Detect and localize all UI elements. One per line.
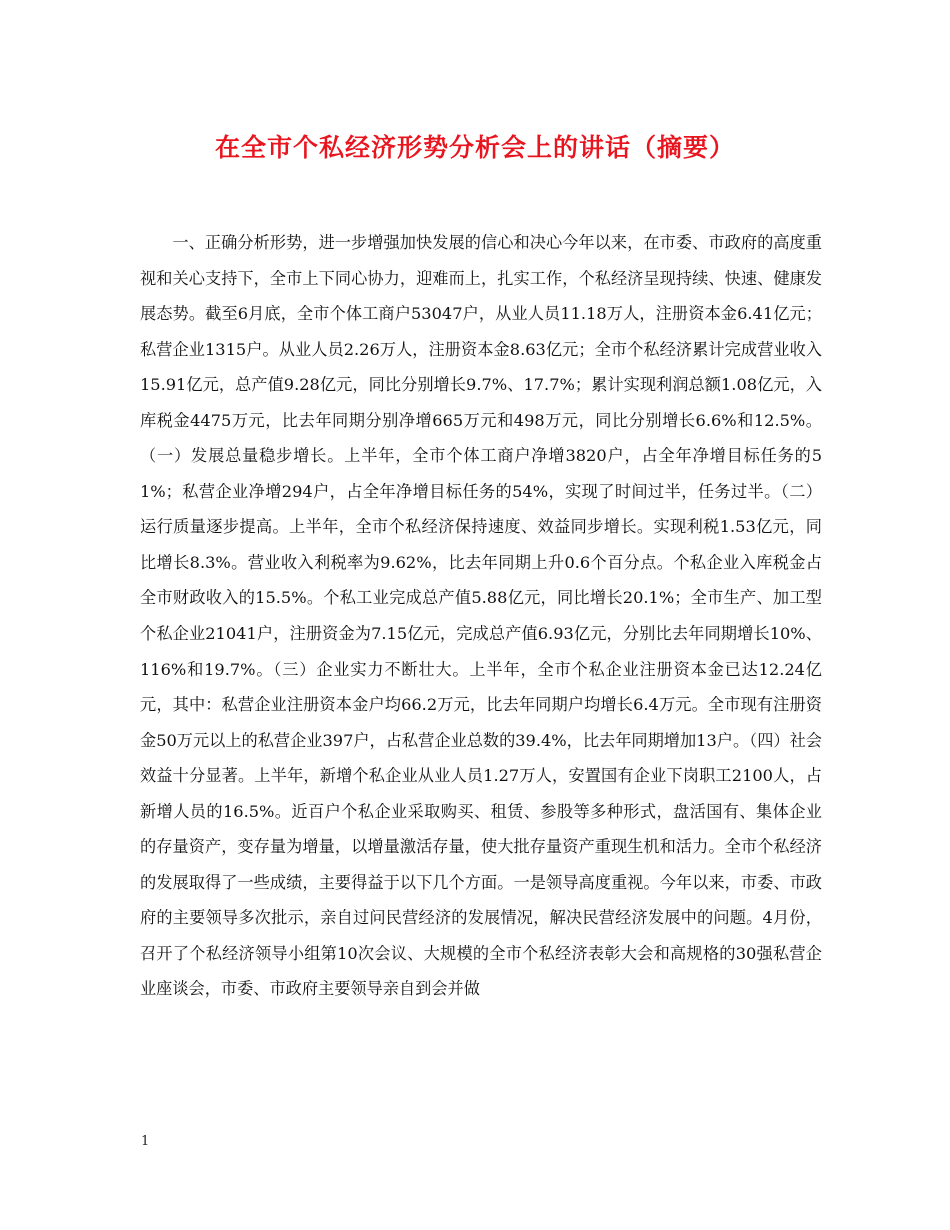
document-title: 在全市个私经济形势分析会上的讲话（摘要） [214, 133, 735, 162]
page-number: 1 [141, 1134, 150, 1149]
document-body-paragraph: 一、正确分析形势，进一步增强加快发展的信心和决心今年以来，在市委、市政府的高度重视和关心支持下，全市上下同心协力，迎难而上，扎实工作，个私经济呈现持续、快速、健康发展态势。截至6月底，全市个体工商户53047户，从业人员11.18万人，注册资本金6.41亿元；私营企业1315户。从业人员2.26万人，注册资本金8.63亿元；全市个私经济累计完成营业收入15.91亿元，总产值9.28亿元，同比分别增长9.7%、17.7%；累计实现利润总额1.08亿元，入库税金4475万元，比去年同期分别净增665万元和498万元，同比分别增长6.6%和12.5%。（一）发展总量稳步增长。上半年，全市个体工商户净增3820户，占全年净增目标任务的51%；私营企业净增294户，占全年净增目标任务的54%，实现了时间过半，任务过半。（二）运行质量逐步提高。上半年，全市个私经济保持速度、效益同步增长。实现利税1.53亿元，同比增长8.3%。营业收入利税率为9.62%，比去年同期上升0.6个百分点。个私企业入库税金占全市财政收入的15.5%。个私工业完成总产值5.88亿元，同比增长20.1%；全市生产、加工型个私企业21041户，注册资金为7.15亿元，完成总产值6.93亿元，分别比去年同期增长10%、116%和19.7%。（三）企业实力不断壮大。上半年，全市个私企业注册资本金已达12.24亿元，其中：私营企业注册资本金户均66.2万元，比去年同期户均增长6.4万元。全市现有注册资金50万元以上的私营企业397户，占私营企业总数的39.4%，比去年同期增加13户。（四）社会效益十分显著。上半年，新增个私企业从业人员1.27万人，安置国有企业下岗职工2100人，占新增人员的16.5%。近百户个私企业采取购买、租赁、参股等多种形式，盘活国有、集体企业的存量资产，变存量为增量，以增量激活存量，使大批存量资产重现生机和活力。全市个私经济的发展取得了一些成绩，主要得益于以下几个方面。一是领导高度重视。今年以来，市委、市政府的主要领导多次批示，亲自过问民营经济的发展情况，解决民营经济发展中的问题。4月份，召开了个私经济领导小组第10次会议、大规模的全市个私经济表彰大会和高规格的30强私营企业座谈会，市委、市政府主要领导亲自到会并做 [140, 233, 822, 999]
